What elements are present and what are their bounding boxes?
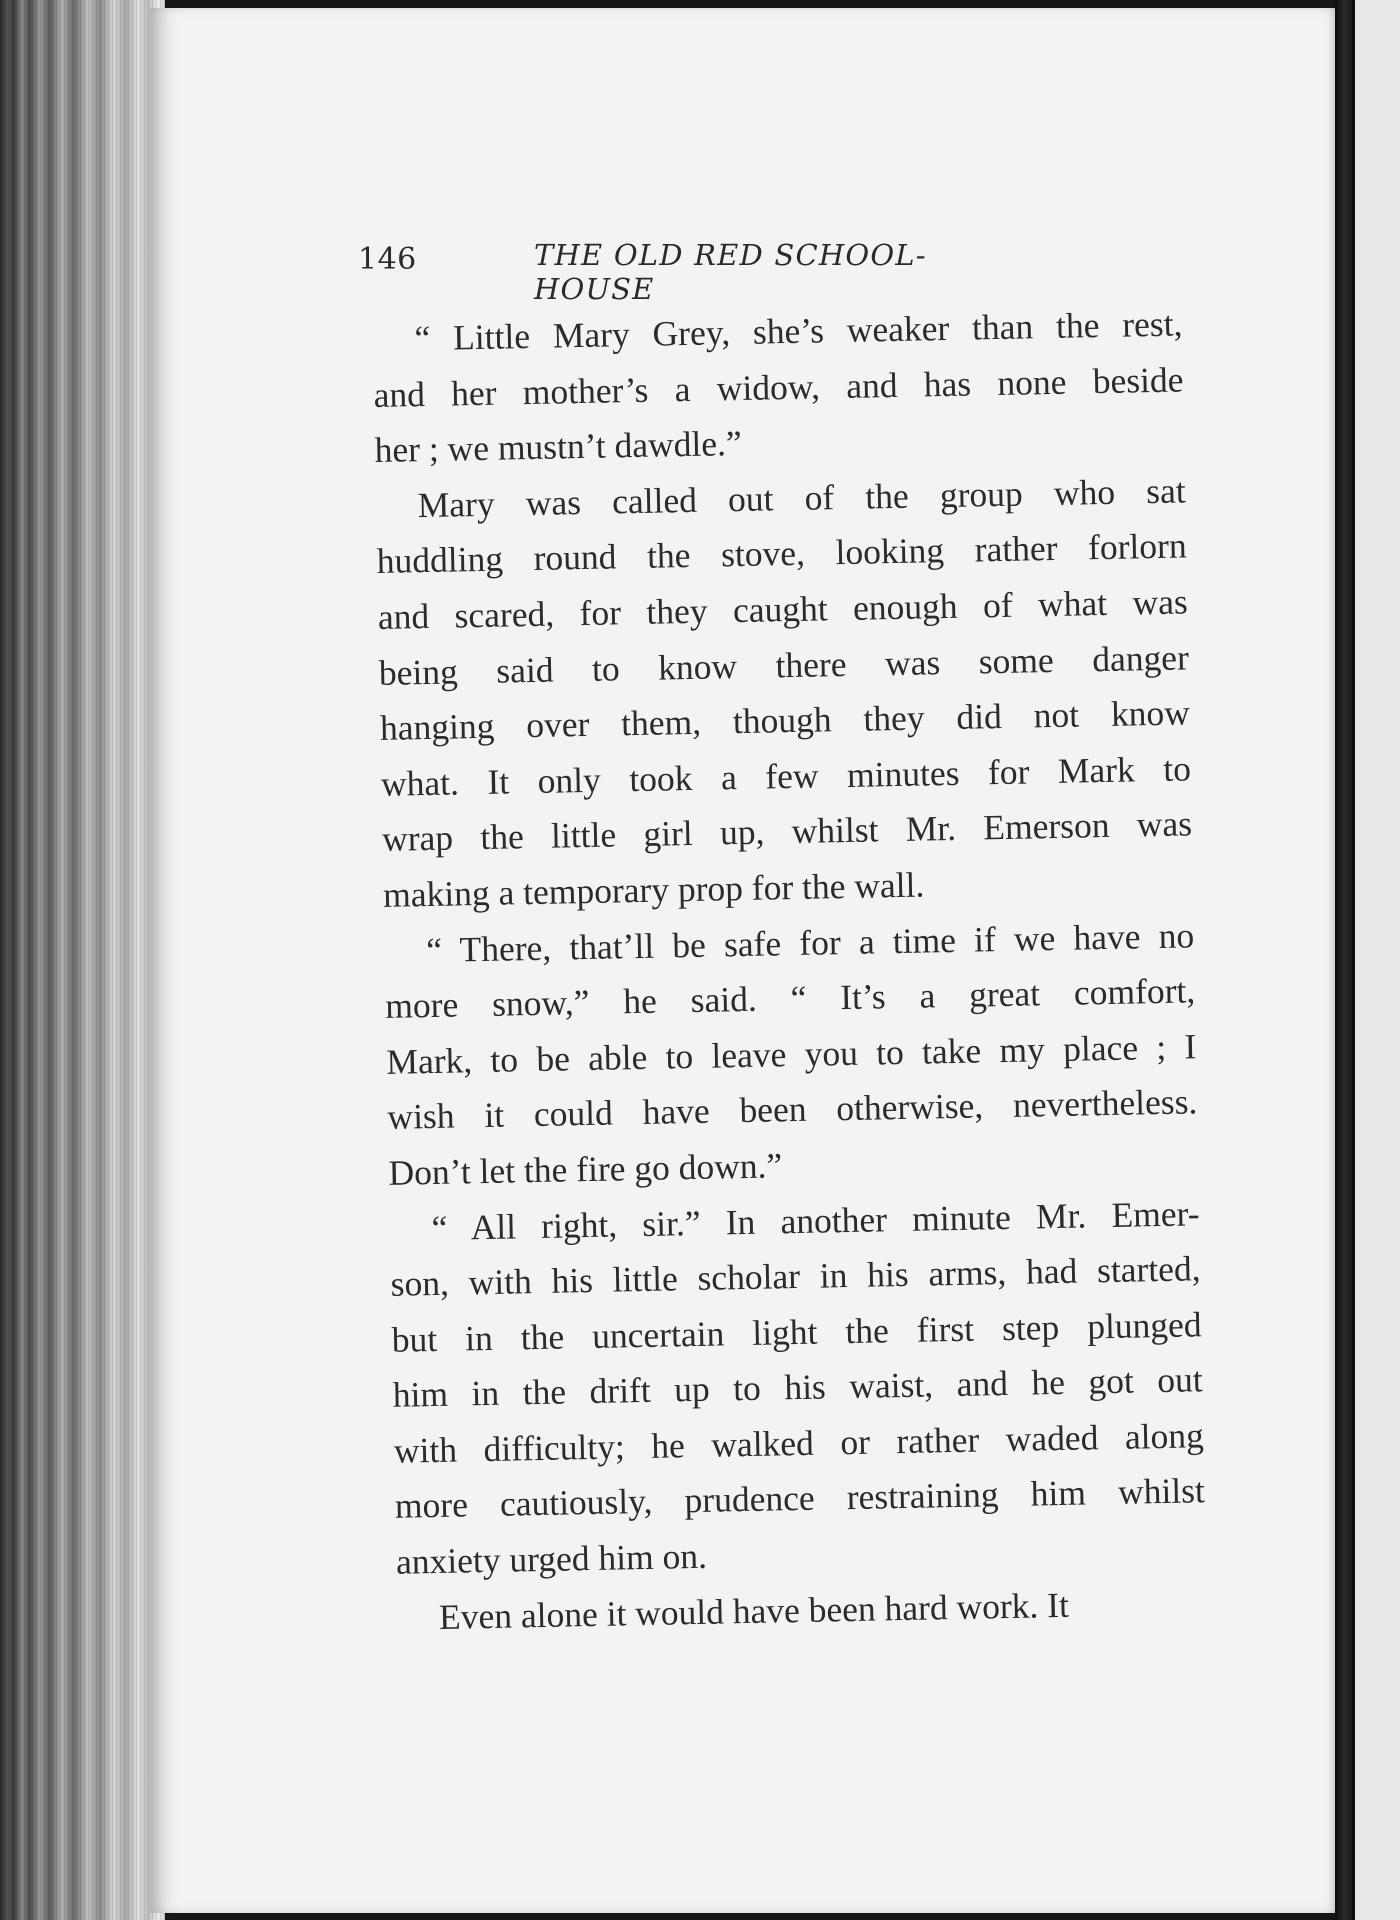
text-line: more snow,” he said. “ It’s a great comfort, <box>384 970 1196 1026</box>
text-line: and her mother’s a widow, and has none beside <box>373 359 1184 415</box>
text-line: “ There, that’ll be safe for a time if we have no <box>425 914 1195 970</box>
text-line: with difficulty; he walked or rather waded along <box>393 1415 1205 1471</box>
text-line: anxiety urged him on. <box>395 1535 708 1582</box>
text-line: Even alone it would have been hard work. It <box>438 1584 1070 1637</box>
text-line: “ All right, sir.” In another minute Mr. Emer- <box>431 1192 1200 1248</box>
text-line: her ; we mustn’t dawdle.” <box>374 423 743 471</box>
running-title: THE OLD RED SCHOOL-HOUSE <box>534 238 927 306</box>
text-line: Mary was called out of the group who sat <box>417 470 1186 525</box>
text-line: being said to know there was some danger <box>378 636 1190 693</box>
text-line: hanging over them, though they did not know <box>379 692 1191 749</box>
text-line: but in the uncertain light the first step plunged <box>391 1303 1202 1360</box>
text-line: huddling round the stove, looking rather forlorn <box>376 525 1188 582</box>
page-header <box>358 236 1018 306</box>
text-line: him in the drift up to his waist, and he got out <box>392 1359 1204 1416</box>
text-line: son, with his little scholar in his arms, had started, <box>390 1248 1201 1304</box>
text-line: wrap the little girl up, whilst Mr. Emerson was <box>381 803 1193 860</box>
text-line: what. It only took a few minutes for Mark to <box>380 748 1192 804</box>
text-line: Mark, to be able to leave you to take my place ; I <box>386 1026 1197 1082</box>
text-line: more cautiously, prudence restraining him whilst <box>394 1470 1206 1527</box>
text-line: wish it could have been otherwise, nevertheless. <box>387 1081 1198 1138</box>
text-line: and scared, for they caught enough of what was <box>377 581 1189 637</box>
next-page-edge <box>1352 0 1400 1920</box>
body-text <box>372 296 1207 1646</box>
left-page-stack <box>0 0 165 1920</box>
text-line: making a temporary prop for the wall. <box>382 864 925 915</box>
text-line: Don’t let the fire go down.” <box>388 1145 783 1193</box>
page-number: 146 <box>358 242 417 277</box>
text-line: “ Little Mary Grey, she’s weaker than the rest, <box>414 303 1183 359</box>
